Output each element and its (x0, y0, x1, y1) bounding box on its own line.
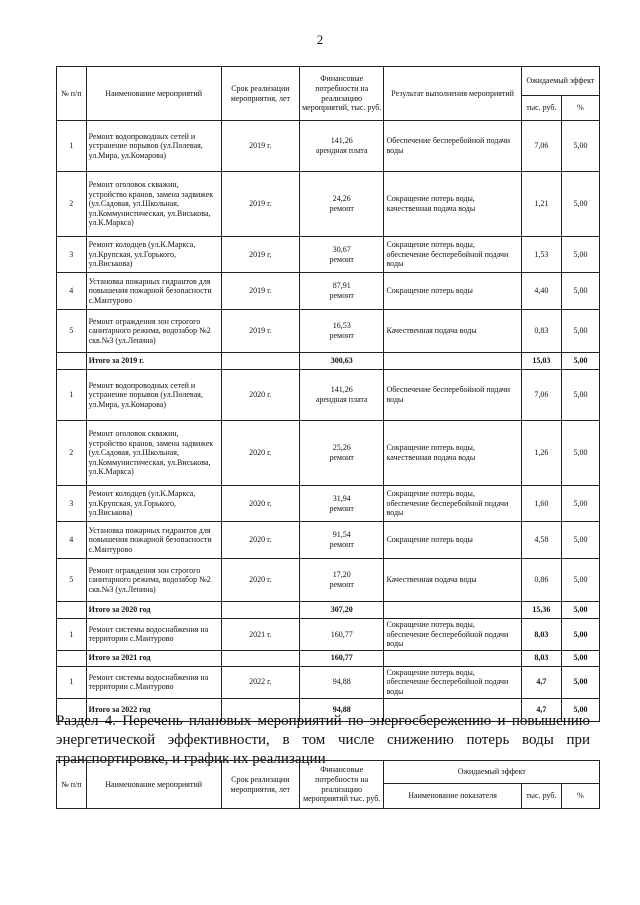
cell-effect-pct: 5,00 (561, 559, 599, 602)
cell-num: 4 (57, 522, 87, 559)
measures-table (56, 66, 600, 722)
finance-value: 91,54 (332, 530, 351, 540)
finance-value: 24,26 (332, 194, 351, 204)
bottom-header-name: Наименование мероприятий (86, 761, 221, 809)
cell-effect-rub: 8,03 (521, 619, 561, 651)
cell-effect-pct: 5,00 (561, 522, 599, 559)
cell-effect-rub: 15,03 (521, 353, 561, 370)
cell-effect-rub: 1,53 (521, 237, 561, 273)
table-row (57, 121, 600, 172)
cell-finance (299, 310, 384, 353)
cell-num (57, 602, 87, 619)
cell-total-label: Итого за 2019 г. (86, 353, 221, 370)
cell-effect-pct: 5,00 (561, 172, 599, 237)
cell-result: Сокращение потерь воды (384, 522, 521, 559)
cell-result: Сокращение потерь воды, обеспечение бесперебойной подачи воды (384, 619, 521, 651)
cell-effect-rub: 4,58 (521, 522, 561, 559)
table-row (57, 370, 600, 421)
finance-note: ремонт (329, 580, 354, 589)
cell-term: 2020 г. (221, 559, 299, 602)
cell-finance: 300,63 (299, 353, 384, 370)
header-result: Результат выполнения мероприятий (384, 67, 521, 121)
header-effect: Ожидаемый эффект (521, 67, 599, 96)
total-row (57, 602, 600, 619)
total-row (57, 353, 600, 370)
cell-result: Сокращение потерь воды, обеспечение бесперебойной подачи воды (384, 237, 521, 273)
cell-effect-rub: 7,06 (521, 121, 561, 172)
cell-name: Ремонт ограждения зон строгого санитарного режима, водозабор №2 скв.№3 (ул.Ленина) (86, 559, 221, 602)
cell-term: 2019 г. (221, 172, 299, 237)
cell-finance (299, 421, 384, 486)
cell-effect-pct: 5,00 (561, 273, 599, 310)
cell-name: Установка пожарных гидрантов для повышения пожарной безопасности с.Мантурово (86, 273, 221, 310)
bottom-header-indicator: Наименование показателя (384, 784, 521, 809)
table-body (57, 121, 600, 722)
bottom-header-effect: Ожидаемый эффект (384, 761, 600, 784)
bottom-header-row (57, 761, 600, 784)
finance-value: 87,91 (332, 281, 351, 291)
cell-effect-pct: 5,00 (561, 650, 599, 666)
cell-term: 2020 г. (221, 486, 299, 522)
cell-num: 3 (57, 486, 87, 522)
cell-total-label: Итого за 2022 год (86, 698, 221, 721)
cell-effect-pct: 5,00 (561, 370, 599, 421)
cell-effect-pct: 5,00 (561, 698, 599, 721)
cell-num (57, 650, 87, 666)
cell-finance (299, 486, 384, 522)
cell-term: 2020 г. (221, 421, 299, 486)
table-row (57, 310, 600, 353)
cell-finance: 94,88 (299, 698, 384, 721)
cell-effect-pct: 5,00 (561, 353, 599, 370)
cell-finance: 160,77 (299, 650, 384, 666)
cell-result: Сокращение потерь воды, обеспечение бесперебойной подачи воды (384, 486, 521, 522)
finance-value: 141,26 (330, 136, 353, 146)
cell-term: 2020 г. (221, 370, 299, 421)
finance-value: 160,77 (330, 629, 353, 639)
section-title: Раздел 4. Перечень плановых мероприятий по энергосбережению и повышению энергетической эффективности, в том числе снижению потерь воды при транспортировке, и график их реализации (56, 713, 590, 767)
cell-num: 5 (57, 310, 87, 353)
cell-finance (299, 522, 384, 559)
table-row (57, 559, 600, 602)
cell-finance (299, 370, 384, 421)
table-row (57, 666, 600, 698)
cell-num: 1 (57, 619, 87, 651)
cell-result (384, 353, 521, 370)
cell-total-label: Итого за 2021 год (86, 650, 221, 666)
cell-finance (299, 666, 384, 698)
bottom-header-effect-rub: тыс. руб. (521, 784, 561, 809)
header-num: № п/п (57, 67, 87, 121)
cell-term: 2019 г. (221, 310, 299, 353)
finance-note: ремонт (329, 254, 354, 264)
cell-name: Установка пожарных гидрантов для повышения пожарной безопасности с.Мантурово (86, 522, 221, 559)
cell-name: Ремонт водопроводных сетей и устранение порывов (ул.Полевая, ул.Мира, ул.Комарова) (86, 121, 221, 172)
cell-name: Ремонт колодцев (ул.К.Маркса, ул.Крупская, ул.Горького, ул.Виськова) (86, 486, 221, 522)
cell-name: Ремонт оголовок скважин, устройство кранов, замена задвижек (ул.Садовая, ул.Школьная, ул.Коммунистическая, ул.Виськова, ул.К.Маркса) (86, 421, 221, 486)
finance-note: ремонт (329, 540, 354, 549)
cell-name: Ремонт колодцев (ул.К.Маркса, ул.Крупская, ул.Горького, ул.Виськова) (86, 237, 221, 273)
cell-result: Сокращение потерь воды, обеспечение бесперебойной подачи воды (384, 666, 521, 698)
finance-value: 17,20 (332, 570, 351, 580)
cell-num: 2 (57, 421, 87, 486)
cell-term: 2021 г. (221, 619, 299, 651)
cell-finance (299, 172, 384, 237)
cell-effect-pct: 5,00 (561, 310, 599, 353)
cell-effect-pct: 5,00 (561, 486, 599, 522)
header-effect-rub: тыс. руб. (521, 96, 561, 121)
cell-num (57, 353, 87, 370)
cell-effect-rub: 8,03 (521, 650, 561, 666)
cell-num: 1 (57, 121, 87, 172)
cell-term (221, 602, 299, 619)
cell-effect-rub: 0,83 (521, 310, 561, 353)
header-effect-pct: % (561, 96, 599, 121)
cell-term (221, 650, 299, 666)
bottom-header-finance: Финансовые потребности на реализацию мероприятий тыс. руб. (299, 761, 384, 809)
cell-name: Ремонт оголовок скважин, устройство кранов, замена задвижек (ул.Садовая, ул.Школьная, ул.Коммунистическая, ул.Виськова, ул.К.Маркса) (86, 172, 221, 237)
table-row (57, 172, 600, 237)
finance-value: 30,67 (332, 244, 351, 254)
header-name: Наименование мероприятий (86, 67, 221, 121)
cell-result: Сокращение потерь воды, качественная подача воды (384, 172, 521, 237)
cell-result: Обеспечение бесперебойной подачи воды (384, 370, 521, 421)
cell-term: 2019 г. (221, 237, 299, 273)
cell-effect-pct: 5,00 (561, 666, 599, 698)
header-finance: Финансовые потребности на реализацию мероприятий, тыс. руб. (299, 67, 384, 121)
cell-num: 2 (57, 172, 87, 237)
cell-num: 5 (57, 559, 87, 602)
table-row (57, 273, 600, 310)
cell-effect-rub: 4,7 (521, 698, 561, 721)
finance-note: арендная плата (315, 146, 368, 155)
cell-num: 1 (57, 666, 87, 698)
cell-effect-pct: 5,00 (561, 237, 599, 273)
bottom-header-effect-pct: % (561, 784, 599, 809)
cell-num: 1 (57, 370, 87, 421)
cell-term: 2020 г. (221, 522, 299, 559)
finance-value: 25,26 (332, 443, 351, 453)
bottom-header-num: № п/п (57, 761, 87, 809)
page-number: 2 (316, 32, 324, 47)
cell-finance: 307,20 (299, 602, 384, 619)
finance-value: 94,88 (332, 677, 351, 687)
finance-note: ремонт (329, 331, 354, 340)
cell-finance (299, 559, 384, 602)
cell-term: 2022 г. (221, 666, 299, 698)
table-row (57, 522, 600, 559)
cell-effect-rub: 4,7 (521, 666, 561, 698)
cell-effect-pct: 5,00 (561, 602, 599, 619)
table-row (57, 619, 600, 651)
cell-effect-rub: 4,40 (521, 273, 561, 310)
finance-value: 16,53 (332, 321, 351, 331)
cell-result (384, 602, 521, 619)
finance-value: 31,94 (332, 493, 351, 503)
cell-total-label: Итого за 2020 год (86, 602, 221, 619)
bottom-header-term: Срок реализации мероприятия, лет (221, 761, 299, 809)
cell-name: Ремонт ограждения зон строгого санитарного режима, водозабор №2 скв.№3 (ул.Ленина) (86, 310, 221, 353)
cell-term: 2019 г. (221, 121, 299, 172)
table-header-row (57, 67, 600, 96)
cell-term: 2019 г. (221, 273, 299, 310)
finance-note: арендная плата (315, 395, 368, 404)
table-row (57, 486, 600, 522)
finance-note: ремонт (329, 503, 354, 513)
energy-measures-table (56, 760, 600, 809)
cell-num: 3 (57, 237, 87, 273)
cell-num: 4 (57, 273, 87, 310)
cell-finance (299, 273, 384, 310)
cell-effect-pct: 5,00 (561, 121, 599, 172)
finance-note: ремонт (329, 453, 354, 462)
cell-effect-rub: 15,36 (521, 602, 561, 619)
cell-result: Обеспечение бесперебойной подачи воды (384, 121, 521, 172)
cell-name: Ремонт системы водоснабжения на территории с.Мантурово (86, 666, 221, 698)
cell-effect-pct: 5,00 (561, 421, 599, 486)
cell-name: Ремонт водопроводных сетей и устранение порывов (ул.Полевая, ул.Мира, ул.Комарова) (86, 370, 221, 421)
cell-result: Качественная подача воды (384, 559, 521, 602)
cell-effect-rub: 0,86 (521, 559, 561, 602)
cell-result: Качественная подача воды (384, 310, 521, 353)
cell-finance (299, 237, 384, 273)
cell-term (221, 353, 299, 370)
table-row (57, 421, 600, 486)
total-row (57, 650, 600, 666)
cell-finance (299, 121, 384, 172)
finance-note: ремонт (329, 204, 354, 213)
cell-effect-rub: 1,60 (521, 486, 561, 522)
cell-name: Ремонт системы водоснабжения на территории с.Мантурово (86, 619, 221, 651)
cell-result (384, 650, 521, 666)
finance-value: 141,26 (330, 385, 353, 395)
header-term: Срок реализации мероприятия, лет (221, 67, 299, 121)
cell-result: Сокращение потерь воды, качественная подача воды (384, 421, 521, 486)
cell-effect-rub: 1,26 (521, 421, 561, 486)
cell-effect-pct: 5,00 (561, 619, 599, 651)
table-row (57, 237, 600, 273)
cell-result: Сокращение потерь воды (384, 273, 521, 310)
finance-note: ремонт (329, 291, 354, 300)
cell-effect-rub: 7,06 (521, 370, 561, 421)
cell-finance (299, 619, 384, 651)
cell-effect-rub: 1,21 (521, 172, 561, 237)
